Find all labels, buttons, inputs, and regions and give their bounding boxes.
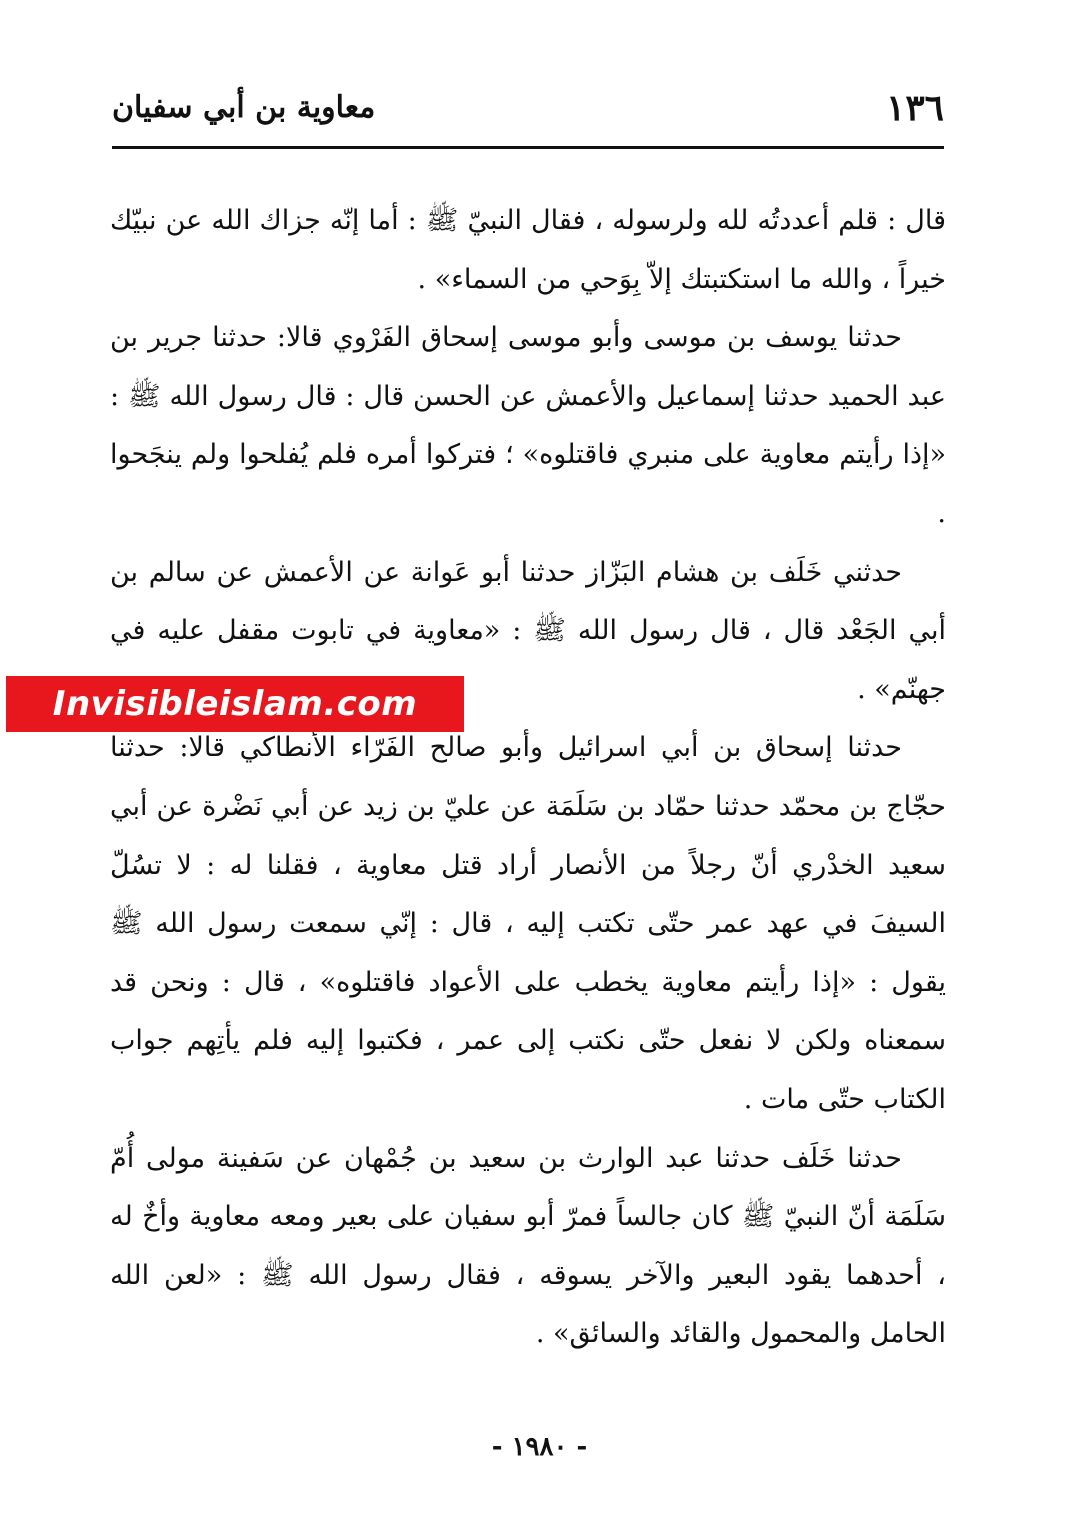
paragraph-5: حدثنا خَلَف حدثنا عبد الوارث بن سعيد بن جُمْهان عن سَفينة مولى أُمّ سَلَمَة أنّ النبيّ ﷺ كان جالساً فمرّ أبو سفيان على بعير ومعه معاوية وأخٌ له ، أحدهما يقود البعير والآخر يسوقه ، فقال رسول الله ﷺ : «لعن الله الحامل والمحمول والقائد والسائق» . bbox=[110, 1142, 946, 1350]
footer-page-number: - ١٩٨٠ - bbox=[491, 1432, 588, 1462]
page-number: ١٣٦ bbox=[885, 87, 944, 129]
header-divider bbox=[112, 146, 944, 149]
running-title: معاوية بن أبي سفيان bbox=[112, 90, 376, 125]
paragraph-2: حدثنا يوسف بن موسى وأبو موسى إسحاق الفَرْوي قالا: حدثنا جرير بن عبد الحميد حدثنا إسماعيل والأعمش عن الحسن قال : قال رسول الله ﷺ : «إذا رأيتم معاوية على منبري فاقتلوه» ؛ فتركوا أمره فلم يُفلحوا ولم ينجَحوا . bbox=[110, 322, 946, 529]
paragraph-1: قال : قلم أعددتُه لله ولرسوله ، فقال النبيّ ﷺ : أما إنّه جزاك الله عن نبيّك خيراً ، والله ما استكتبتك إلاّ بِوَحي من السماء» . bbox=[110, 205, 946, 295]
paragraph-4: حدثنا إسحاق بن أبي اسرائيل وأبو صالح الفَرّاء الأنطاكي قالا: حدثنا حجّاج بن محمّد حدثنا حمّاد بن سَلَمَة عن عليّ بن زيد عن أبي نَضْرة عن أبي سعيد الخدْري أنّ رجلاً من الأنصار أراد قتل معاوية ، فقلنا له : لا تسُلّ السيفَ في عهد عمر حتّى تكتب إليه ، قال : إنّي سمعت رسول الله ﷺ يقول : «إذا رأيتم معاوية يخطب على الأعواد فاقتلوه» ، قال : ونحن قد سمعناه ولكن لا نفعل حتّى نكتب إلى عمر ، فكتبوا إليه فلم يأتِهم جواب الكتاب حتّى مات . bbox=[110, 732, 946, 1115]
paragraph-3: حدثني خَلَف بن هشام البَزّاز حدثنا أبو عَوانة عن الأعمش عن سالم بن أبي الجَعْد قال ، قال رسول الله ﷺ : «معاوية في تابوت مقفل عليه في جهنّم» . bbox=[110, 556, 946, 705]
body-text bbox=[110, 192, 946, 1364]
watermark-banner: Invisibleislam.com bbox=[6, 676, 464, 732]
page-header bbox=[112, 86, 944, 140]
